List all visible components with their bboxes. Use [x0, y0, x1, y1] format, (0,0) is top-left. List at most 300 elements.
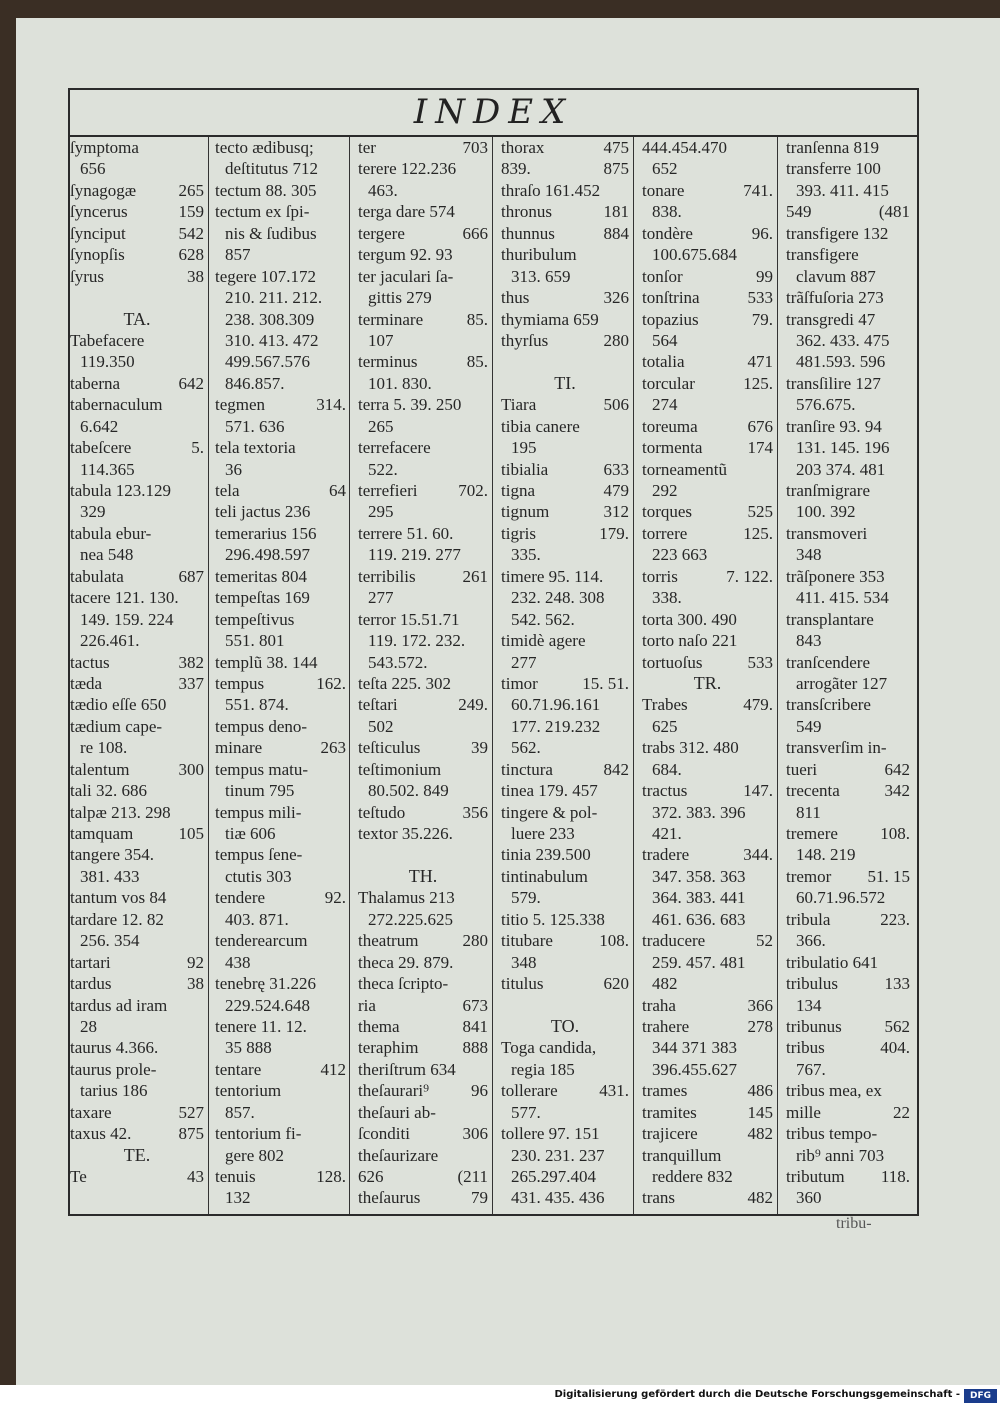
index-column-5: [633, 137, 773, 1214]
entry-page-ref: 265: [178, 180, 204, 200]
entry-term: 277: [511, 652, 537, 672]
entry-term: tegere 107.172: [215, 266, 317, 286]
entry-page-ref: 159: [178, 202, 204, 222]
entry-page-ref: 527: [178, 1102, 204, 1122]
entry-term: tonſtrina: [642, 288, 700, 308]
index-entry: [215, 180, 346, 201]
index-entry: [501, 137, 629, 158]
index-entry: [215, 416, 346, 437]
entry-term: tectum ex ſpi-: [215, 202, 310, 222]
index-entry: [786, 652, 910, 673]
entry-term: Tabefacere: [70, 330, 145, 350]
index-entry: [501, 995, 629, 1016]
entry-term: tartari: [70, 952, 111, 972]
index-entry: [215, 866, 346, 887]
index-entry: [501, 587, 629, 608]
index-entry: [358, 887, 488, 908]
entry-page-ref: 404.: [880, 1038, 910, 1058]
entry-page-ref: 479: [603, 481, 629, 500]
index-entry: [642, 973, 773, 994]
entry-term: torto naſo 221: [642, 631, 738, 651]
entry-term: templũ 38. 144: [215, 652, 318, 672]
entry-term: tentorium fi-: [215, 1124, 302, 1144]
entry-term: tempus mili-: [215, 802, 302, 822]
index-entry: [642, 587, 773, 608]
index-entry: [70, 930, 204, 951]
index-entry: [786, 1187, 910, 1208]
index-entry: [501, 823, 629, 844]
index-entry: [786, 1016, 910, 1037]
entry-page-ref: 741.: [743, 180, 773, 200]
index-entry: [70, 887, 204, 908]
index-entry: [215, 309, 346, 330]
index-entry: [358, 330, 488, 351]
index-entry: [358, 995, 488, 1016]
entry-term: 463.: [368, 180, 398, 200]
entry-term: titubare: [501, 931, 553, 951]
index-entry: [786, 1166, 910, 1187]
index-entry: [642, 330, 773, 351]
index-entry: [70, 266, 204, 287]
entry-term: 549: [796, 716, 822, 736]
index-entry: [786, 523, 910, 544]
entry-page-ref: 147.: [743, 781, 773, 801]
index-entry: [70, 973, 204, 994]
index-entry: [786, 1037, 910, 1058]
entry-page-ref: 479.: [743, 695, 773, 715]
index-entry: [786, 394, 910, 415]
index-entry: [215, 716, 346, 737]
entry-page-ref: (211: [457, 1167, 488, 1186]
index-entry: [215, 330, 346, 351]
entry-page-ref: 5.: [191, 438, 204, 458]
index-entry: [786, 544, 910, 565]
entry-term: 438: [225, 952, 251, 972]
index-entry: [642, 1123, 773, 1144]
index-entry: [70, 1102, 204, 1123]
entry-term: thema: [358, 1016, 400, 1036]
entry-page-ref: 666: [462, 223, 488, 243]
entry-term: gittis 279: [368, 288, 432, 308]
index-entry: [786, 716, 910, 737]
index-entry: [786, 330, 910, 351]
entry-term: minare: [215, 738, 263, 758]
entry-term: 338.: [652, 588, 682, 608]
entry-term: ria: [358, 995, 376, 1015]
entry-term: thorax: [501, 138, 545, 157]
index-entry: [501, 973, 629, 994]
entry-term: 564: [652, 330, 678, 350]
entry-page-ref: 79.: [751, 309, 773, 329]
dfg-logo: DFG: [964, 1389, 997, 1403]
index-entry: [70, 351, 204, 372]
index-entry: [642, 930, 773, 951]
entry-term: 131. 145. 196: [796, 438, 890, 458]
entry-term: tondère: [642, 223, 693, 243]
index-entry: [786, 351, 910, 372]
index-entry: [786, 480, 910, 501]
index-entry: [501, 1123, 629, 1144]
index-entry: [642, 158, 773, 179]
index-entry: [215, 609, 346, 630]
entry-term: trahere: [642, 1016, 690, 1036]
index-entry: [642, 459, 773, 480]
index-entry: [501, 566, 629, 587]
index-entry: [358, 759, 488, 780]
entry-page-ref: 15. 51.: [582, 673, 629, 693]
index-entry: [642, 1145, 773, 1166]
index-entry: [215, 287, 346, 308]
entry-term: 684.: [652, 759, 682, 779]
index-entry: [642, 780, 773, 801]
entry-term: 481.593. 596: [796, 352, 886, 372]
entry-term: tranſcendere: [786, 652, 870, 672]
entry-page-ref: 875: [603, 159, 629, 179]
entry-term: textor 35.226.: [358, 824, 453, 843]
entry-term: 364. 383. 441: [652, 888, 746, 908]
index-entry: [642, 952, 773, 973]
index-entry: [642, 309, 773, 330]
entry-term: 6.642: [80, 416, 119, 436]
entry-term: ſynopſis: [70, 245, 125, 265]
entry-page-ref: 43: [187, 1167, 204, 1186]
entry-term: tribulus: [786, 974, 838, 994]
entry-term: tentorium: [215, 1081, 282, 1101]
entry-page-ref: 642: [178, 373, 204, 393]
entry-term: 625: [652, 716, 678, 736]
entry-page-ref: 306: [462, 1124, 488, 1144]
entry-term: tingere & pol-: [501, 802, 598, 822]
entry-term: 107: [368, 330, 394, 350]
index-entry: [501, 523, 629, 544]
entry-term: teſticulus: [358, 738, 421, 758]
entry-term: tædio eſſe 650: [70, 695, 167, 715]
entry-page-ref: 64: [329, 481, 346, 500]
entry-term: tabeſcere: [70, 438, 132, 458]
entry-term: Thalamus 213: [358, 888, 455, 908]
entry-term: theatrum: [358, 931, 419, 951]
index-entry: [358, 180, 488, 201]
entry-term: re 108.: [80, 738, 128, 758]
index-entry: [215, 158, 346, 179]
index-entry: [70, 330, 204, 351]
entry-page-ref: 314.: [316, 395, 346, 415]
index-entry: [786, 630, 910, 651]
index-entry: [215, 737, 346, 758]
entry-page-ref: 162.: [316, 673, 346, 693]
entry-term: tæda: [70, 673, 103, 693]
entry-term: 119.350: [80, 352, 135, 372]
entry-term: 310. 413. 472: [225, 330, 319, 350]
entry-term: tardus ad iram: [70, 995, 168, 1015]
entry-term: temeritas 804: [215, 566, 308, 586]
index-entry: [786, 180, 910, 201]
entry-page-ref: (481: [878, 202, 910, 222]
entry-term: tegmen: [215, 395, 266, 415]
entry-page-ref: 300: [178, 759, 204, 779]
entry-term: timor: [501, 673, 538, 693]
entry-term: 656: [80, 159, 106, 179]
entry-term: temerarius 156: [215, 523, 317, 543]
index-entry: [501, 737, 629, 758]
index-entry: [642, 480, 773, 501]
entry-page-ref: 7. 122.: [726, 566, 773, 586]
entry-term: 403. 871.: [225, 909, 289, 929]
index-entry: [642, 223, 773, 244]
entry-term: 838.: [652, 202, 682, 222]
entry-term: 60.71.96.572: [796, 888, 886, 908]
index-entry: [215, 1059, 346, 1080]
index-entry: [215, 480, 346, 501]
entry-term: trãſfuſoria 273: [786, 288, 884, 308]
entry-term: 329: [80, 502, 106, 522]
entry-term: 28: [80, 1016, 97, 1036]
index-entry: [501, 180, 629, 201]
entry-term: tribula: [786, 909, 831, 929]
entry-term: 576.675.: [796, 395, 856, 415]
index-entry: [358, 844, 488, 865]
index-entry: [642, 759, 773, 780]
index-entry: [215, 523, 346, 544]
entry-term: 148. 219: [796, 845, 856, 865]
index-entry: [358, 1187, 488, 1208]
index-entry: [642, 501, 773, 522]
index-entry: [215, 694, 346, 715]
index-entry: [70, 480, 204, 501]
entry-term: 542. 562.: [511, 609, 575, 629]
index-entry: [70, 802, 204, 823]
index-entry: [358, 1059, 488, 1080]
index-entry: [70, 544, 204, 565]
index-entry: [642, 201, 773, 222]
entry-term: 344 371 383: [652, 1038, 737, 1058]
index-entry: [501, 158, 629, 179]
section-heading: [70, 1145, 204, 1166]
entry-term: tinia 239.500: [501, 845, 591, 865]
entry-page-ref: 356: [462, 802, 488, 822]
index-entry: [501, 1166, 629, 1187]
index-entry: [70, 952, 204, 973]
index-entry: [642, 566, 773, 587]
entry-term: 393. 411. 415: [796, 180, 889, 200]
index-entry: [70, 909, 204, 930]
entry-page-ref: 179.: [599, 523, 629, 543]
index-entry: [642, 137, 773, 158]
entry-term: 461. 636. 683: [652, 909, 746, 929]
entry-page-ref: 888: [462, 1038, 488, 1058]
index-entry: [358, 1166, 488, 1187]
entry-term: tactus: [70, 652, 110, 672]
index-entry: [358, 1080, 488, 1101]
entry-term: 210. 211. 212.: [225, 288, 323, 308]
index-entry: [215, 373, 346, 394]
index-entry: [215, 844, 346, 865]
index-entry: [215, 1037, 346, 1058]
entry-term: torta 300. 490: [642, 609, 737, 629]
entry-term: thraſo 161.452: [501, 180, 601, 200]
entry-page-ref: 128.: [316, 1167, 346, 1186]
entry-term: transfigere 132: [786, 223, 889, 243]
index-entry: [786, 866, 910, 887]
entry-term: 767.: [796, 1059, 826, 1079]
entry-term: transplantare: [786, 609, 874, 629]
index-entry: [358, 416, 488, 437]
index-entry: [215, 995, 346, 1016]
entry-term: talentum: [70, 759, 130, 779]
entry-page-ref: 884: [603, 223, 629, 243]
index-entry: [358, 737, 488, 758]
index-entry: [642, 180, 773, 201]
entry-term: tela textoria: [215, 438, 296, 458]
entry-term: titulus: [501, 974, 544, 994]
entry-term: tributum: [786, 1167, 845, 1186]
index-entry: [358, 394, 488, 415]
entry-term: 857.: [225, 1102, 255, 1122]
section-heading-label: TO.: [550, 1015, 580, 1036]
entry-term: regia 185: [511, 1059, 575, 1079]
entry-term: theca 29. 879.: [358, 952, 454, 972]
entry-term: tribus tempo-: [786, 1124, 878, 1144]
index-entry: [786, 909, 910, 930]
entry-term: tibia canere: [501, 416, 580, 436]
section-heading-label: TI.: [554, 372, 576, 393]
index-entry: [501, 544, 629, 565]
index-entry: [786, 1145, 910, 1166]
index-entry: [358, 1145, 488, 1166]
entry-term: terga dare 574: [358, 202, 455, 222]
index-entry: [215, 973, 346, 994]
entry-term: ſynagogæ: [70, 180, 137, 200]
entry-term: thymiama 659: [501, 309, 599, 329]
entry-term: 335.: [511, 545, 541, 565]
index-entry: [786, 759, 910, 780]
entry-page-ref: 280: [462, 931, 488, 951]
entry-term: thunnus: [501, 223, 555, 243]
entry-term: 119. 172. 232.: [368, 631, 466, 651]
entry-term: 119. 219. 277: [368, 545, 461, 565]
entry-term: 499.567.576: [225, 352, 310, 372]
index-entry: [786, 973, 910, 994]
index-entry: [358, 823, 488, 844]
entry-term: 843: [796, 631, 822, 651]
entry-term: 226.461.: [80, 631, 140, 651]
entry-term: 522.: [368, 459, 398, 479]
entry-term: 381. 433: [80, 866, 140, 886]
entry-page-ref: 38: [187, 266, 204, 286]
index-entry: [786, 201, 910, 222]
index-entry: [358, 609, 488, 630]
entry-term: ſyncerus: [70, 202, 128, 222]
entry-term: terere 122.236: [358, 159, 457, 179]
index-entry: [501, 844, 629, 865]
entry-term: tergum 92. 93: [358, 245, 453, 265]
entry-term: tranſmigrare: [786, 481, 871, 500]
entry-page-ref: 181: [603, 202, 629, 222]
entry-term: theſauri ab-: [358, 1102, 436, 1122]
index-entry: [642, 737, 773, 758]
index-entry: [70, 416, 204, 437]
entry-term: terra 5. 39. 250: [358, 395, 462, 415]
entry-page-ref: 92: [187, 952, 204, 972]
entry-term: 259. 457. 481: [652, 952, 746, 972]
entry-term: 223 663: [652, 545, 708, 565]
entry-page-ref: 344.: [743, 845, 773, 865]
index-entry: [642, 716, 773, 737]
entry-term: transferre 100: [786, 159, 881, 179]
entry-term: 562.: [511, 738, 541, 758]
index-entry: [501, 630, 629, 651]
entry-term: tacere 121. 130.: [70, 588, 179, 608]
index-entry: [358, 1037, 488, 1058]
index-entry: [642, 287, 773, 308]
index-entry: [642, 523, 773, 544]
entry-term: torcular: [642, 373, 695, 393]
entry-term: tantum vos 84: [70, 888, 167, 908]
index-entry: [70, 652, 204, 673]
entry-page-ref: 118.: [880, 1167, 910, 1186]
entry-page-ref: 223.: [880, 909, 910, 929]
entry-term: tempus deno-: [215, 716, 308, 736]
entry-page-ref: 145: [747, 1102, 773, 1122]
index-entry: [70, 287, 204, 308]
index-entry: [786, 373, 910, 394]
entry-page-ref: 620: [603, 974, 629, 994]
index-entry: [358, 287, 488, 308]
entry-term: 839.: [501, 159, 531, 179]
index-entry: [70, 394, 204, 415]
entry-term: teſtimonium: [358, 759, 442, 779]
entry-page-ref: 486: [747, 1081, 773, 1101]
entry-term: tremor: [786, 866, 832, 886]
entry-term: ſyrus: [70, 266, 104, 286]
entry-term: tempeſtas 169: [215, 588, 310, 608]
index-entry: [642, 630, 773, 651]
index-entry: [215, 1145, 346, 1166]
index-entry: [70, 437, 204, 458]
entry-page-ref: 99: [756, 266, 773, 286]
entry-term: terminus: [358, 352, 418, 372]
index-entry: [215, 1102, 346, 1123]
entry-term: 857: [225, 245, 251, 265]
entry-page-ref: 85.: [466, 352, 488, 372]
index-entry: [358, 780, 488, 801]
index-entry: [501, 1080, 629, 1101]
entry-term: tremere: [786, 824, 838, 843]
entry-term: Tiara: [501, 395, 537, 415]
entry-page-ref: 52: [756, 931, 773, 951]
index-entry: [786, 995, 910, 1016]
index-entry: [786, 737, 910, 758]
index-entry: [215, 587, 346, 608]
index-entry: [358, 501, 488, 522]
index-entry: [70, 523, 204, 544]
entry-term: 577.: [511, 1102, 541, 1122]
entry-term: tranſenna 819: [786, 138, 879, 157]
index-entry: [215, 652, 346, 673]
entry-term: 114.365: [80, 459, 135, 479]
entry-term: ter jaculari ſa-: [358, 266, 454, 286]
entry-term: teraphim: [358, 1038, 419, 1058]
entry-term: trames: [642, 1081, 688, 1101]
entry-term: 292: [652, 481, 678, 500]
index-entry: [786, 609, 910, 630]
entry-term: tinum 795: [225, 781, 295, 801]
index-entry: [786, 930, 910, 951]
index-column-1: [70, 137, 204, 1214]
entry-term: terminare: [358, 309, 424, 329]
entry-term: 80.502. 849: [368, 781, 449, 801]
entry-term: 238. 308.309: [225, 309, 315, 329]
